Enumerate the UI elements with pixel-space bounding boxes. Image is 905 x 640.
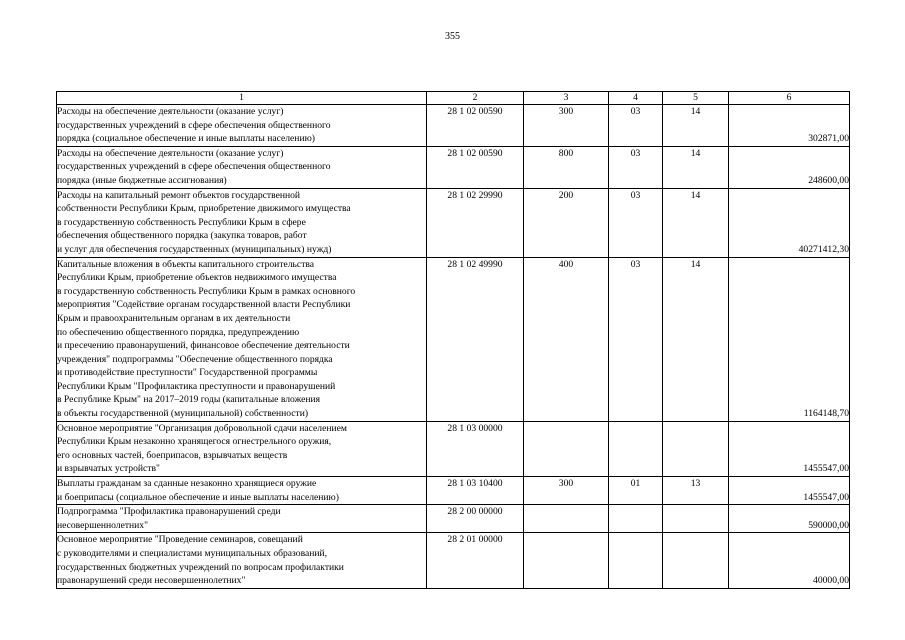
- section-code: [609, 533, 663, 588]
- table-row: [57, 105, 850, 147]
- row-description: [57, 105, 427, 147]
- section-code: 03: [609, 105, 663, 147]
- description-line: учреждения" подпрограммы "Обеспечение общественного порядка: [57, 353, 333, 365]
- target-article-code: 28 2 01 00000: [427, 533, 524, 588]
- description-line: Основное мероприятие "Проведение семинаров, совещаний: [57, 534, 303, 546]
- column-header: 1: [57, 92, 427, 105]
- table-header: [57, 92, 850, 105]
- amount: 40000,00: [729, 533, 850, 588]
- description-line: в государственную собственность Республики Крым в рамках основного: [57, 285, 356, 297]
- description-line: правонарушений среди несовершеннолетних": [57, 575, 246, 587]
- description-line: Расходы на капитальный ремонт объектов государственной: [57, 189, 301, 201]
- amount: 248600,00: [729, 146, 850, 188]
- section-code: 01: [609, 477, 663, 505]
- subsection-code: [663, 505, 729, 533]
- subsection-code: [663, 533, 729, 588]
- row-description: [57, 421, 427, 476]
- row-description: [57, 146, 427, 188]
- section-code: [609, 421, 663, 476]
- subsection-code: 14: [663, 257, 729, 421]
- description-line: собственности Республики Крым, приобретение движимого имущества: [57, 203, 351, 215]
- subsection-code: 13: [663, 477, 729, 505]
- section-code: 03: [609, 257, 663, 421]
- table-row: [57, 477, 850, 505]
- target-article-code: 28 1 02 00590: [427, 146, 524, 188]
- description-line: Выплаты гражданам за сданные незаконно хранящиеся оружие: [57, 478, 317, 490]
- amount: 1455547,00: [729, 477, 850, 505]
- description-line: Основное мероприятие "Организация добровольной сдачи населением: [57, 422, 347, 434]
- expense-type-code: 400: [524, 257, 609, 421]
- description-line: с руководителями и специалистами муниципальных образований,: [57, 548, 328, 559]
- column-header: 2: [427, 92, 524, 105]
- description-line: мероприятия "Содействие органам государственной власти Республики: [57, 299, 351, 311]
- row-description: [57, 477, 427, 505]
- expense-type-code: [524, 533, 609, 588]
- row-description: [57, 257, 427, 421]
- page-number: 355: [445, 31, 460, 42]
- description-line: Расходы на обеспечение деятельности (оказание услуг): [57, 147, 284, 159]
- description-line: Крым и правоохранительным органам в их деятельности: [57, 312, 291, 324]
- description-line: государственных бюджетных учреждений по вопросам профилактики: [57, 561, 344, 573]
- table-row: [57, 188, 850, 257]
- description-line: и боеприпасы (социальное обеспечение и иные выплаты населению): [57, 491, 339, 503]
- table-row: [57, 505, 850, 533]
- description-line: в объекты государственной (муниципальной) собственности): [57, 408, 309, 420]
- description-line: в государственную собственность Республики Крым в сфере: [57, 216, 306, 228]
- amount: 40271412,30: [729, 188, 850, 257]
- description-line: в Республике Крым" на 2017–2019 годы (капитальные вложения: [57, 394, 321, 406]
- expense-type-code: 200: [524, 188, 609, 257]
- expense-type-code: [524, 505, 609, 533]
- column-header: 6: [729, 92, 850, 105]
- subsection-code: 14: [663, 105, 729, 147]
- description-line: государственных учреждений в сфере обеспечения общественного: [57, 119, 331, 131]
- target-article-code: 28 1 02 00590: [427, 105, 524, 147]
- section-code: 03: [609, 188, 663, 257]
- target-article-code: 28 1 03 10400: [427, 477, 524, 505]
- target-article-code: 28 1 02 49990: [427, 257, 524, 421]
- description-line: порядка (социальное обеспечение и иные выплаты населению): [57, 133, 315, 145]
- description-line: несовершеннолетних": [57, 519, 149, 531]
- row-description: [57, 533, 427, 588]
- expense-type-code: [524, 421, 609, 476]
- table-body: [57, 105, 850, 589]
- amount: 1455547,00: [729, 421, 850, 476]
- amount: 590000,00: [729, 505, 850, 533]
- description-line: и пресечению правонарушений, финансовое обеспечение деятельности: [57, 340, 350, 352]
- row-description: [57, 188, 427, 257]
- table-row: [57, 257, 850, 421]
- description-line: и противодействие преступности" Государственной программы: [57, 367, 318, 379]
- description-line: Подпрограмма "Профилактика правонарушений среди: [57, 506, 281, 518]
- budget-table: [56, 91, 850, 589]
- description-line: Республики Крым "Профилактика преступности и правонарушений: [57, 380, 336, 392]
- expense-type-code: 300: [524, 477, 609, 505]
- subsection-code: [663, 421, 729, 476]
- description-line: Республики Крым незаконно хранящегося огнестрельного оружия,: [57, 436, 332, 448]
- target-article-code: 28 2 00 00000: [427, 505, 524, 533]
- description-line: его основных частей, боеприпасов, взрывчатых веществ: [57, 449, 288, 461]
- subsection-code: 14: [663, 146, 729, 188]
- subsection-code: 14: [663, 188, 729, 257]
- description-line: Расходы на обеспечение деятельности (оказание услуг): [57, 106, 284, 117]
- expense-type-code: 800: [524, 146, 609, 188]
- description-line: порядка (иные бюджетные ассигнования): [57, 174, 227, 186]
- target-article-code: 28 1 02 29990: [427, 188, 524, 257]
- description-line: по обеспечению общественного порядка, предупреждению: [57, 326, 300, 338]
- column-header: 4: [609, 92, 663, 105]
- column-header: 5: [663, 92, 729, 105]
- description-line: Капитальные вложения в объекты капитального строительства: [57, 258, 315, 270]
- description-line: и взрывчатых устройств": [57, 463, 160, 475]
- description-line: Республики Крым, приобретение объектов недвижимого имущества: [57, 272, 337, 284]
- section-code: [609, 505, 663, 533]
- section-code: 03: [609, 146, 663, 188]
- description-line: государственных учреждений в сфере обеспечения общественного: [57, 161, 331, 173]
- column-header: 3: [524, 92, 609, 105]
- table-row: [57, 533, 850, 588]
- table-row: [57, 146, 850, 188]
- expense-type-code: 300: [524, 105, 609, 147]
- amount: 302871,00: [729, 105, 850, 147]
- target-article-code: 28 1 03 00000: [427, 421, 524, 476]
- amount: 1164148,70: [729, 257, 850, 421]
- description-line: и услуг для обеспечения государственных (муниципальных) нужд): [57, 243, 332, 255]
- row-description: [57, 505, 427, 533]
- description-line: обеспечения общественного порядка (закупка товаров, работ: [57, 230, 307, 242]
- table-row: [57, 421, 850, 476]
